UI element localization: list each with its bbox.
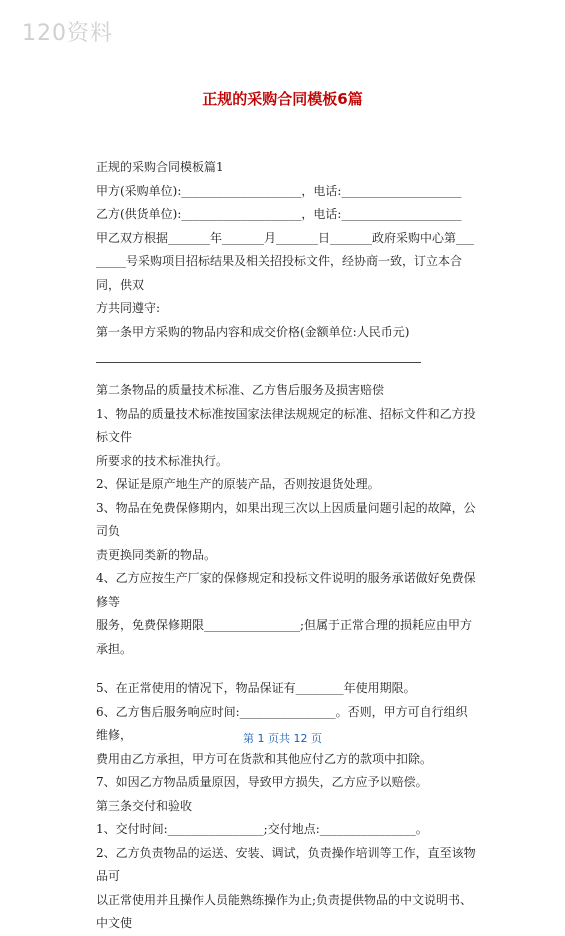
article-heading: 第三条交付和验收 (96, 798, 193, 813)
paragraph-line: 服务，免费保修期限________________;但属于正常合理的损耗应由甲方承担。 (96, 618, 473, 656)
paragraph-line: 所要求的技术标准执行。 (96, 453, 229, 468)
paragraph-line: _____号采购项目招标结果及相关招投标文件，经协商一致，订立本合同，供双 (96, 254, 463, 292)
section-heading: 正规的采购合同模板篇1 (96, 160, 224, 174)
paragraph-line: 2、保证是原产地生产的原装产品，否则按退货处理。 (96, 477, 380, 491)
watermark-logo: 120资料 (22, 21, 113, 46)
paragraph-line: 以正常使用并且操作人员能熟练操作为止;负责提供物品的中文说明书、中文使 (96, 892, 473, 930)
paragraph-line: 责更换同类新的物品。 (96, 547, 217, 562)
paragraph-line: 1、交付时间:________________;交付地点:________________。 (96, 822, 428, 836)
paragraph-line: 4、乙方应按生产厂家的保修规定和投标文件说明的服务承诺做好免费保修等 (96, 571, 476, 609)
article-heading: 第一条甲方采购的物品内容和成交价格(金额单位:人民币元) (96, 324, 410, 339)
party-a-line: 甲方(采购单位):____________________，电话:____________________ (96, 183, 462, 198)
fill-in-blank-line (96, 350, 421, 363)
paragraph-line: 方共同遵守: (96, 301, 161, 315)
paragraph-line: 7、如因乙方物品质量原因，导致甲方损失，乙方应予以赔偿。 (96, 775, 428, 789)
page-number: 第 1 页共 12 页 (243, 732, 322, 745)
spacer (96, 661, 478, 677)
paragraph-line: 1、物品的质量技术标准按国家法律法规规定的标准、招标文件和乙方投标文件 (96, 406, 476, 444)
paragraph-line: 费用由乙方承担，甲方可在货款和其他应付乙方的款项中扣除。 (96, 751, 433, 766)
document-body (96, 156, 478, 936)
paragraph-line: 3、物品在免费保修期内，如果出现三次以上因质量问题引起的故障，公司负 (96, 500, 476, 538)
paragraph-line: 甲乙双方根据_______年_______月_______日_______政府采购中心第___ (96, 230, 475, 245)
article-heading: 第二条物品的质量技术标准、乙方售后服务及损害赔偿 (96, 383, 385, 397)
party-b-line: 乙方(供货单位):____________________，电话:____________________ (96, 207, 462, 221)
paragraph-line: 5、在正常使用的情况下，物品保证有________年使用期限。 (96, 681, 416, 695)
paragraph-line: 2、乙方负责物品的运送、安装、调试，负责操作培训等工作，直至该物品可 (96, 845, 476, 883)
paragraph-line: 6、乙方售后服务响应时间:________________。否则，甲方可自行组织维修， (96, 704, 468, 742)
document-title: 正规的采购合同模板6篇 (202, 90, 363, 108)
